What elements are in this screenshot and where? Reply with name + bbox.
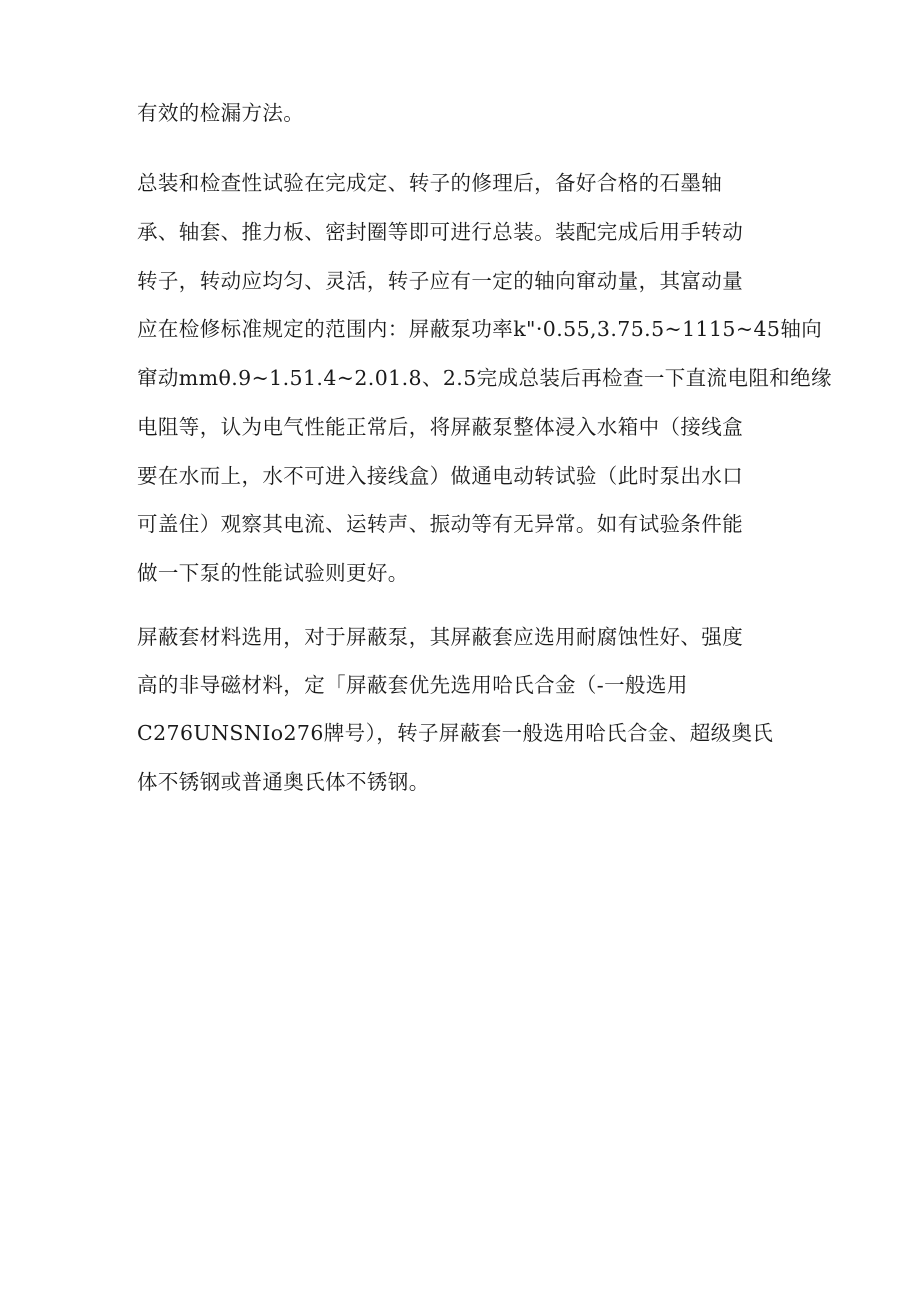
paragraph-line: 电阻等，认为电气性能正常后，将屏蔽泵整体浸入水箱中（接线盒: [137, 415, 744, 439]
paragraph-line: 可盖住）观察其电流、运转声、振动等有无异常。如有试验条件能: [137, 512, 744, 536]
paragraph-line: 体不锈钢或普通奥氏体不锈钢。: [137, 770, 430, 794]
paragraph-line: 要在水而上，水不可进入接线盒）做通电动转试验（此时泵出水口: [137, 464, 744, 488]
paragraph-line: 应在检修标准规定的范围内：屏蔽泵功率k"·0.55,3.75.5~1115~45轴向: [137, 317, 823, 341]
paragraph-line: 有效的检漏方法。: [137, 101, 305, 125]
paragraph-line: 总装和检查性试验在完成定、转子的修理后，备好合格的石墨轴: [137, 171, 723, 195]
paragraph-line: 做一下泵的性能试验则更好。: [137, 561, 409, 585]
paragraph-line: 转子，转动应均匀、灵活，转子应有一定的轴向窜动量，其富动量: [137, 269, 744, 293]
paragraph-line: 屏蔽套材料选用，对于屏蔽泵，其屏蔽套应选用耐腐蚀性好、强度: [137, 625, 744, 649]
paragraph-line: 窜动mmθ.9~1.51.4~2.01.8、2.5完成总装后再检查一下直流电阻和绝缘: [137, 366, 832, 390]
paragraph-line: 承、轴套、推力板、密封圈等即可进行总装。装配完成后用手转动: [137, 220, 744, 244]
paragraph-line: C276UNSNIo276牌号），转子屏蔽套一般选用哈氏合金、超级奥氏: [137, 721, 774, 745]
paragraph-line: 高的非导磁材料，定「屏蔽套优先选用哈氏合金（-一般选用: [137, 673, 688, 697]
